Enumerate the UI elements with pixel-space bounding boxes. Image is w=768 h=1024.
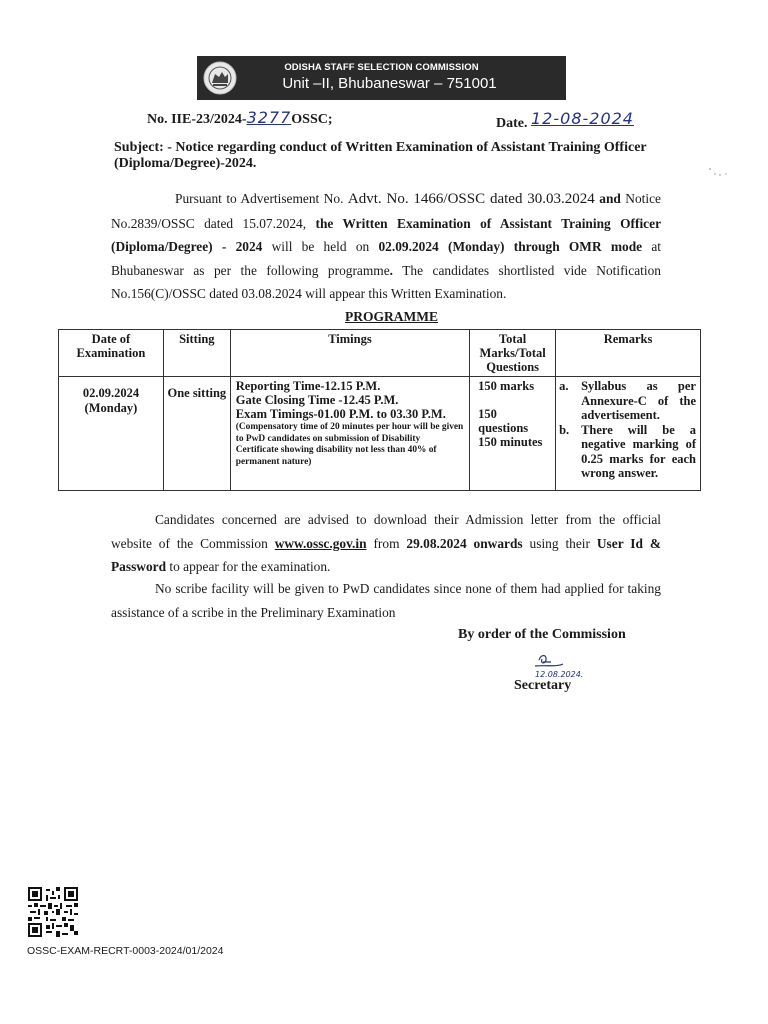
table-header-row [59, 330, 701, 377]
document-code: OSSC-EXAM-RECRT-0003-2024/01/2024 [27, 945, 224, 957]
signature-icon [527, 651, 613, 681]
subject-line: Subject: - Notice regarding conduct of Written Examination of Assistant Training Officer (Diploma/Degree)-2024. [114, 140, 647, 171]
exam-timings: Exam Timings-01.00 P.M. to 03.30 P.M. [235, 407, 446, 421]
duration: 150 minutes [478, 435, 543, 449]
designation: Secretary [514, 678, 572, 693]
notice-reference: Notice No.2839/OSSC dated 15.07.2024, [111, 191, 661, 231]
by-order-line: By order of the Commission [458, 627, 626, 642]
p1-text-3: and [594, 191, 621, 206]
compensatory-time-note: (Compensatory time of 20 minutes per hour will be given to PwD candidates on submission of Disability Certificate showing disability not less than 40% of permanent nature) [235, 422, 464, 467]
p1-text-9: at Bhubaneswar as per the following programme [111, 239, 662, 278]
exam-date-mode: 02.09.2024 (Monday) through OMR mode [378, 239, 643, 254]
total-questions: 150 questions [478, 407, 529, 435]
reference-prefix: No. IIE-23/2024- [147, 112, 247, 127]
unit-address: Unit –II, Bhubaneswar – 751001 [282, 75, 497, 92]
p2-text-6: to appear for the examination. [166, 559, 331, 574]
p2-text-4: using their [522, 535, 597, 551]
header-date: Date of Examination [59, 330, 164, 377]
table-row [59, 377, 701, 491]
handwritten-reference-number: 3277 [246, 108, 292, 127]
p1-text-10: . [389, 262, 393, 278]
notice-date [496, 109, 634, 132]
header-marks: Total Marks/Total Questions [470, 330, 556, 377]
credentials-text: User Id & Password [111, 535, 661, 574]
notice-paragraph-2 [111, 508, 661, 579]
commission-website-link[interactable]: www.ossc.gov.in [274, 535, 367, 551]
cell-sitting: One sitting [163, 377, 230, 491]
notice-paragraph-3: No scribe facility will be given to PwD candidates since none of them had applied for taking assistance of a scribe in the Preliminary Examination [111, 581, 661, 620]
remark-item [559, 423, 696, 481]
scan-specks-icon [706, 166, 730, 178]
notice-paragraph-1 [111, 187, 661, 306]
advertisement-reference: Advt. No. 1466/OSSC dated 30.03.2024 [347, 191, 595, 207]
remark-label: a. [559, 379, 569, 393]
header-remarks: Remarks [556, 330, 701, 377]
remark-label: b. [559, 422, 570, 437]
header-sitting: Sitting [163, 330, 230, 377]
header-timings: Timings [230, 330, 469, 377]
exam-date: 02.09.2024 [82, 386, 140, 400]
p2-text-2: from [366, 535, 407, 551]
signature-date: 12.08.2024. [535, 670, 584, 679]
programme-table [58, 329, 701, 491]
total-marks: 150 marks [478, 379, 535, 393]
exam-name: Assistant Training Officer (Diploma/Degree) - 2024 [111, 215, 662, 254]
organization-name: ODISHA STAFF SELECTION COMMISSION [284, 62, 479, 73]
date-label: Date. [496, 116, 528, 131]
reference-suffix: OSSC; [291, 112, 333, 127]
cell-marks [470, 377, 556, 491]
cell-remarks [556, 377, 701, 491]
remark-text: There will be a negative marking of 0.25 marks for each wrong answer. [581, 422, 696, 480]
cell-timings [230, 377, 469, 491]
p1-text-11: The candidates shortlisted vide Notification No.156(C)/OSSC dated 03.08.2024 will appear this Written Examination. [111, 262, 661, 301]
p2-text-1: Candidates concerned are advised to download their Admission letter from the official website of the Commission [111, 512, 661, 551]
p1-text-1: Pursuant to Advertisement No. [175, 191, 348, 206]
cell-exam-date [59, 377, 164, 491]
p1-text-7: will be held on [262, 239, 379, 254]
remark-text: Syllabus as per Annexure-C of the advertisement. [581, 379, 696, 422]
qr-code-icon [28, 887, 78, 937]
gate-closing-time: Gate Closing Time -12.45 P.M. [235, 393, 399, 407]
p1-text-5: the Written Examination of [306, 215, 500, 231]
reporting-time: Reporting Time-12.15 P.M. [235, 379, 381, 393]
reference-number [147, 108, 333, 128]
header-banner [197, 56, 566, 100]
programme-title: PROGRAMME [345, 309, 438, 324]
remark-item [559, 379, 696, 423]
exam-day: (Monday) [84, 401, 138, 415]
handwritten-date: 12-08-2024 [531, 109, 634, 128]
download-start-date: 29.08.2024 onwards [406, 535, 523, 551]
